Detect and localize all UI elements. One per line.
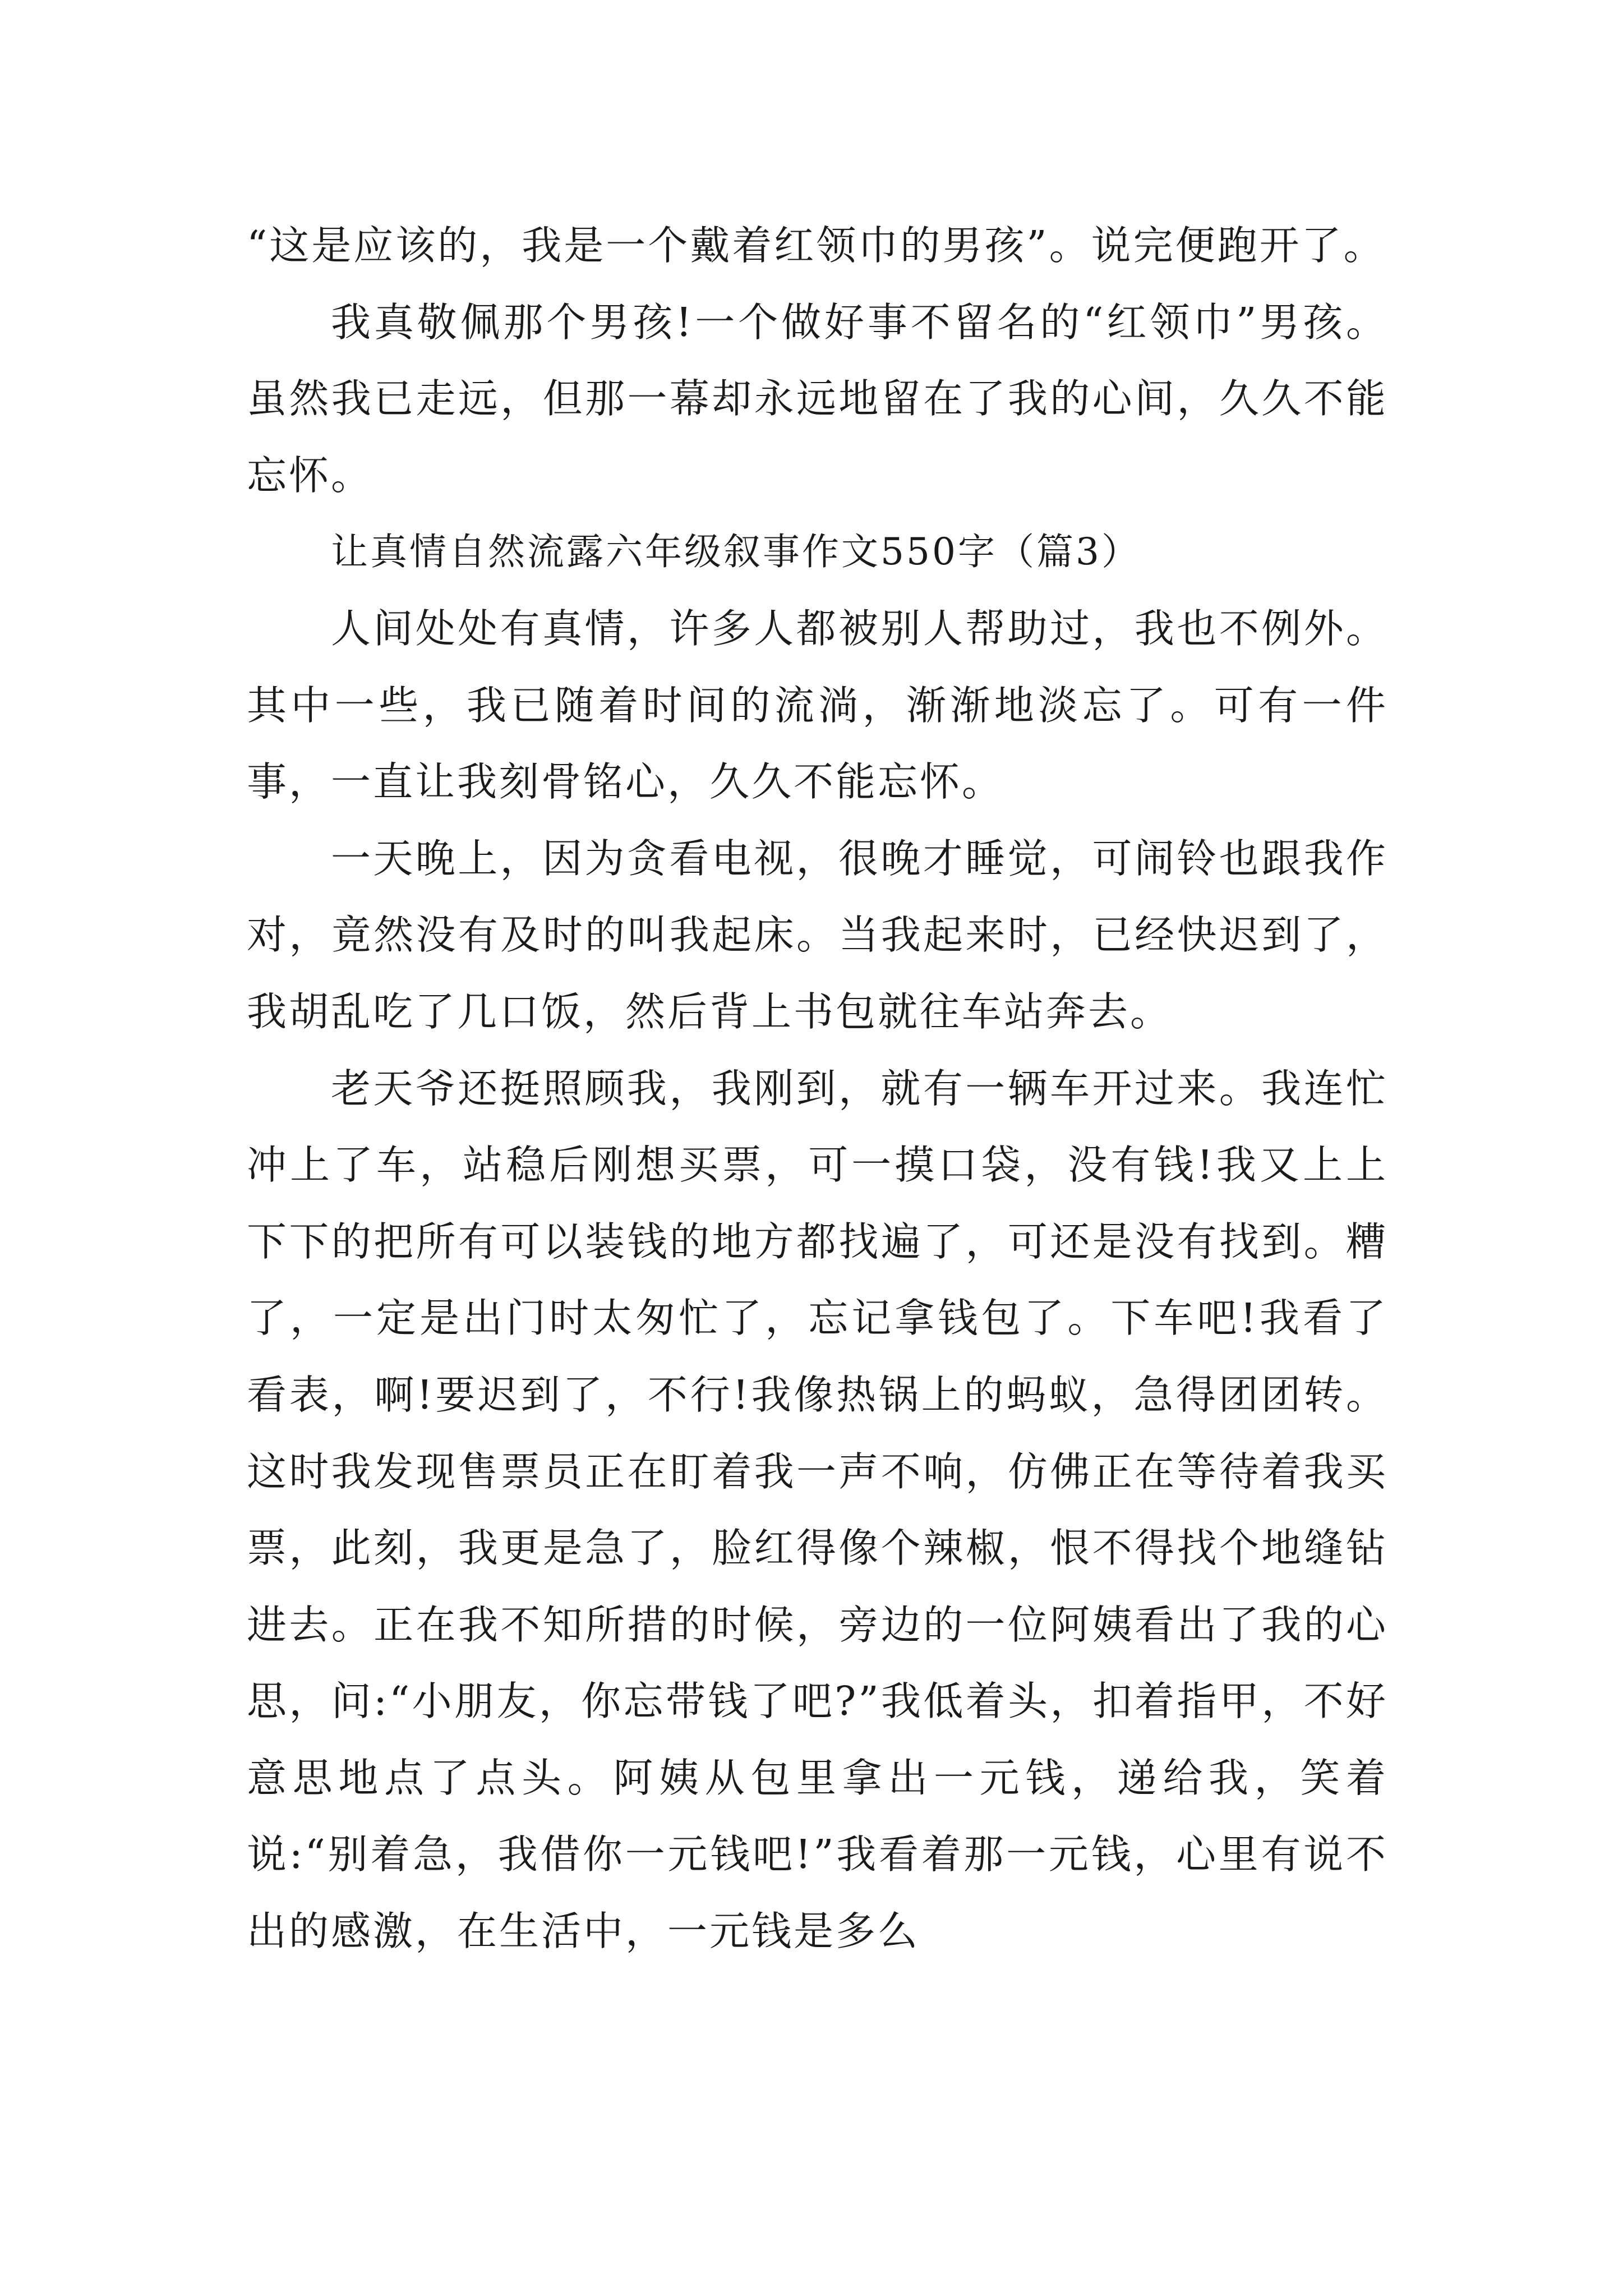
paragraph: 我真敬佩那个男孩!一个做好事不留名的“红领巾”男孩。虽然我已走远，但那一幕却永远地留在了我的心间，久久不能忘怀。 <box>247 298 1388 499</box>
document-body <box>247 208 1388 1970</box>
paragraph-continuation: “这是应该的，我是一个戴着红领巾的男孩”。说完便跑开了。 <box>247 222 1386 269</box>
paragraph: 老天爷还挺照顾我，我刚到，就有一辆车开过来。我连忙冲上了车，站稳后刚想买票，可一摸口袋，没有钱!我又上上下下的把所有可以装钱的地方都找遍了，可还是没有找到。糟了，一定是出门时太匆忙了，忘记拿钱包了。下车吧!我看了看表，啊!要迟到了，不行!我像热锅上的蚂蚁，急得团团转。这时我发现售票员正在盯着我一声不响，仿佛正在等待着我买票，此刻，我更是急了，脸红得像个辣椒，恨不得找个地缝钻进去。正在我不知所措的时候，旁边的一位阿姨看出了我的心思，问:“小朋友，你忘带钱了吧?”我低着头，扣着指甲，不好意思地点了点头。阿姨从包里拿出一元钱，递给我，笑着说:“别着急，我借你一元钱吧!”我看着那一元钱，心里有说不出的感激，在生活中，一元钱是多么 <box>247 1065 1388 1955</box>
paragraph: 人间处处有真情，许多人都被别人帮助过，我也不例外。其中一些，我已随着时间的流淌，渐渐地淡忘了。可有一件事，一直让我刻骨铭心，久久不能忘怀。 <box>247 605 1388 806</box>
essay-title: 让真情自然流露六年级叙事作文550字（篇3） <box>331 530 1141 574</box>
paragraph: 一天晚上，因为贪看电视，很晚才睡觉，可闹铃也跟我作对，竟然没有及时的叫我起床。当我起来时，已经快迟到了，我胡乱吃了几口饭，然后背上书包就往车站奔去。 <box>247 835 1388 1035</box>
